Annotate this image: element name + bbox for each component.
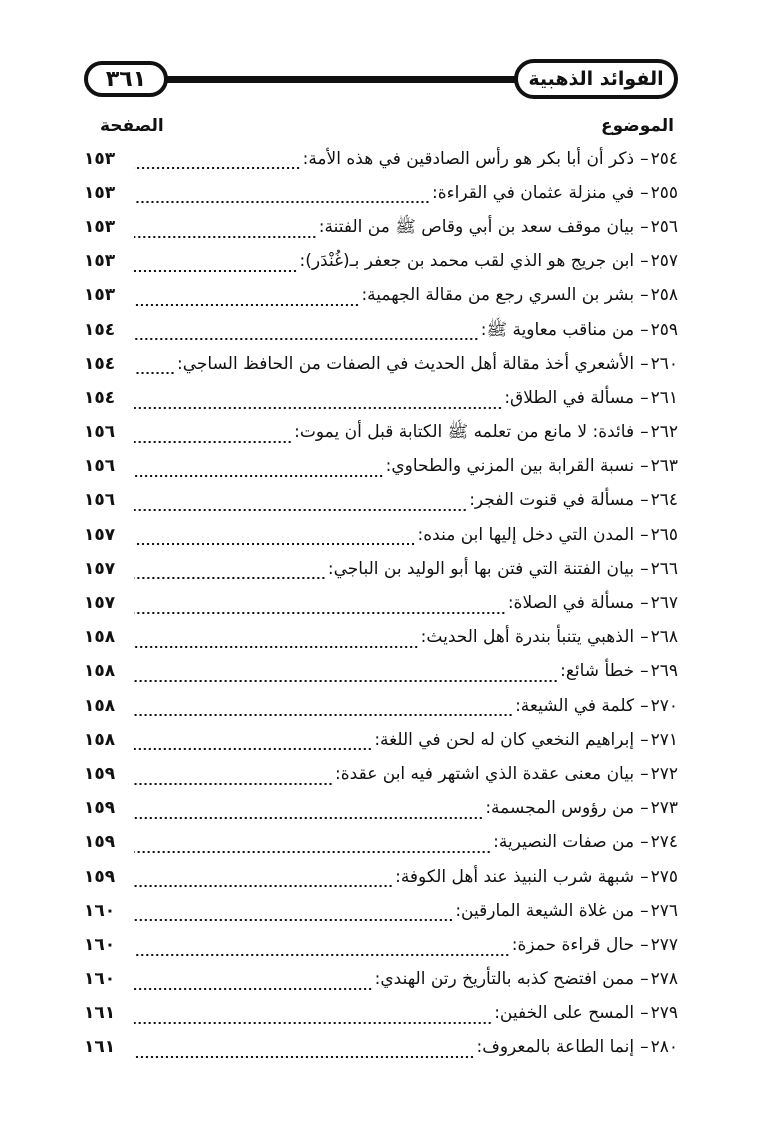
toc-entry bbox=[84, 689, 678, 723]
entry-number: ٢٨٠ bbox=[650, 1037, 678, 1058]
table-of-contents bbox=[84, 142, 678, 1065]
entry-number: ٢٦٣ bbox=[650, 456, 678, 477]
entry-page-number: ١٥٣ bbox=[84, 148, 116, 169]
dot-leader bbox=[134, 407, 502, 409]
entry-title: في منزلة عثمان في القراءة: bbox=[431, 182, 635, 203]
entry-dash: – bbox=[640, 285, 649, 306]
header-rule bbox=[154, 76, 558, 83]
dot-leader bbox=[134, 612, 506, 614]
toc-entry bbox=[84, 757, 678, 791]
entry-dash: – bbox=[640, 798, 649, 819]
dot-leader bbox=[134, 167, 301, 169]
entry-number: ٢٦٥ bbox=[650, 524, 678, 545]
entry-number: ٢٥٦ bbox=[650, 216, 678, 237]
entry-page-number: ١٥٩ bbox=[84, 798, 116, 819]
entry-dash: – bbox=[640, 387, 649, 408]
entry-title: مسألة في قنوت الفجر: bbox=[469, 490, 635, 511]
entry-dash: – bbox=[640, 353, 649, 374]
entry-dash: – bbox=[640, 627, 649, 648]
entry-number: ٢٧٣ bbox=[650, 798, 678, 819]
dot-leader bbox=[134, 304, 359, 306]
toc-entry bbox=[84, 484, 678, 518]
dot-leader bbox=[134, 646, 419, 648]
toc-entry bbox=[84, 621, 678, 655]
entry-page-number: ١٥٨ bbox=[84, 661, 116, 682]
entry-page-number: ١٥٦ bbox=[84, 422, 116, 443]
toc-entry bbox=[84, 245, 678, 279]
entry-page-number: ١٥٩ bbox=[84, 763, 116, 784]
dot-leader bbox=[134, 270, 297, 272]
entry-dash: – bbox=[640, 251, 649, 272]
entry-dash: – bbox=[640, 319, 649, 340]
entry-title: الذهبي يتنبأ بندرة أهل الحديث: bbox=[420, 627, 635, 648]
dot-leader bbox=[134, 509, 467, 511]
entry-page-number: ١٥٦ bbox=[84, 490, 116, 511]
entry-dash: – bbox=[640, 969, 649, 990]
entry-title: خطأ شائع: bbox=[560, 661, 635, 682]
page-number: ٣٦١ bbox=[84, 61, 168, 97]
entry-title: مسألة في الصلاة: bbox=[507, 593, 635, 614]
entry-title: المسح على الخفين: bbox=[494, 1003, 635, 1024]
entry-page-number: ١٥٨ bbox=[84, 695, 116, 716]
entry-dash: – bbox=[640, 729, 649, 750]
dot-leader bbox=[134, 1022, 492, 1024]
entry-page-number: ١٥٧ bbox=[84, 524, 116, 545]
entry-title: بشر بن السري رجع من مقالة الجهمية: bbox=[361, 285, 635, 306]
entry-page-number: ١٥٤ bbox=[84, 353, 116, 374]
dot-leader bbox=[134, 817, 483, 819]
entry-dash: – bbox=[640, 661, 649, 682]
dot-leader bbox=[134, 236, 317, 238]
toc-entry bbox=[84, 381, 678, 415]
dot-leader bbox=[134, 338, 479, 340]
entry-number: ٢٦٦ bbox=[650, 558, 678, 579]
entry-number: ٢٥٧ bbox=[650, 251, 678, 272]
entry-number: ٢٧٩ bbox=[650, 1003, 678, 1024]
dot-leader bbox=[134, 372, 175, 374]
entry-title: كلمة في الشيعة: bbox=[515, 695, 635, 716]
page-column-header: الصفحة bbox=[100, 116, 164, 136]
entry-page-number: ١٦١ bbox=[84, 1003, 116, 1024]
entry-number: ٢٧٠ bbox=[650, 695, 678, 716]
toc-entry bbox=[84, 826, 678, 860]
entry-page-number: ١٦٠ bbox=[84, 969, 116, 990]
dot-leader bbox=[134, 919, 453, 921]
entry-dash: – bbox=[640, 216, 649, 237]
entry-number: ٢٧٥ bbox=[650, 866, 678, 887]
entry-number: ٢٥٩ bbox=[650, 319, 678, 340]
entry-dash: – bbox=[640, 866, 649, 887]
entry-number: ٢٧٧ bbox=[650, 934, 678, 955]
entry-page-number: ١٥٣ bbox=[84, 251, 116, 272]
dot-leader bbox=[134, 885, 393, 887]
toc-entry bbox=[84, 142, 678, 176]
entry-dash: – bbox=[640, 148, 649, 169]
entry-page-number: ١٥٤ bbox=[84, 387, 116, 408]
entry-number: ٢٦٨ bbox=[650, 627, 678, 648]
entry-page-number: ١٥٧ bbox=[84, 558, 116, 579]
entry-dash: – bbox=[640, 832, 649, 853]
entry-dash: – bbox=[640, 763, 649, 784]
entry-title: من رؤوس المجسمة: bbox=[485, 798, 635, 819]
entry-dash: – bbox=[640, 695, 649, 716]
topic-column-header: الموضوع bbox=[601, 116, 674, 136]
entry-number: ٢٦٧ bbox=[650, 593, 678, 614]
entry-title: بيان معنى عقدة الذي اشتهر فيه ابن عقدة: bbox=[335, 763, 635, 784]
dot-leader bbox=[134, 577, 326, 579]
toc-entry bbox=[84, 210, 678, 244]
entry-title: بيان الفتنة التي فتن بها أبو الوليد بن الباجي: bbox=[327, 558, 635, 579]
toc-entry bbox=[84, 313, 678, 347]
entry-page-number: ١٥٧ bbox=[84, 593, 116, 614]
entry-number: ٢٧١ bbox=[650, 729, 678, 750]
entry-title: بيان موقف سعد بن أبي وقاص ﷺ من الفتنة: bbox=[318, 216, 635, 237]
toc-entry bbox=[84, 928, 678, 962]
toc-entry bbox=[84, 963, 678, 997]
entry-title: إبراهيم النخعي كان له لحن في اللغة: bbox=[374, 729, 635, 750]
dot-leader bbox=[134, 441, 292, 443]
dot-leader bbox=[134, 783, 333, 785]
entry-dash: – bbox=[640, 1037, 649, 1058]
entry-page-number: ١٥٩ bbox=[84, 832, 116, 853]
dot-leader bbox=[134, 954, 510, 956]
entry-title: ابن جريج هو الذي لقب محمد بن جعفر بـ(غُنْدَر): bbox=[299, 251, 635, 272]
toc-entry bbox=[84, 552, 678, 586]
entry-title: المدن التي دخل إليها ابن منده: bbox=[417, 524, 635, 545]
entry-dash: – bbox=[640, 524, 649, 545]
toc-entry bbox=[84, 416, 678, 450]
dot-leader bbox=[134, 680, 558, 682]
entry-number: ٢٧٢ bbox=[650, 763, 678, 784]
entry-number: ٢٧٤ bbox=[650, 832, 678, 853]
entry-title: شبهة شرب النبيذ عند أهل الكوفة: bbox=[395, 866, 635, 887]
toc-entry bbox=[84, 347, 678, 381]
toc-entry bbox=[84, 860, 678, 894]
entry-dash: – bbox=[640, 593, 649, 614]
entry-number: ٢٥٤ bbox=[650, 148, 678, 169]
entry-title: حال قراءة حمزة: bbox=[511, 934, 635, 955]
entry-dash: – bbox=[640, 900, 649, 921]
dot-leader bbox=[134, 543, 416, 545]
entry-title: من غلاة الشيعة المارقين: bbox=[455, 900, 635, 921]
entry-number: ٢٦٤ bbox=[650, 490, 678, 511]
entry-title: مسألة في الطلاق: bbox=[504, 387, 635, 408]
entry-dash: – bbox=[640, 422, 649, 443]
entry-page-number: ١٥٣ bbox=[84, 216, 116, 237]
entry-page-number: ١٦٠ bbox=[84, 934, 116, 955]
entry-page-number: ١٥٩ bbox=[84, 866, 116, 887]
entry-dash: – bbox=[640, 490, 649, 511]
dot-leader bbox=[134, 748, 372, 750]
toc-entry bbox=[84, 279, 678, 313]
dot-leader bbox=[134, 988, 373, 990]
toc-entry bbox=[84, 450, 678, 484]
toc-entry bbox=[84, 176, 678, 210]
dot-leader bbox=[134, 201, 430, 203]
entry-dash: – bbox=[640, 934, 649, 955]
entry-dash: – bbox=[640, 182, 649, 203]
entry-dash: – bbox=[640, 1003, 649, 1024]
entry-title: فائدة: لا مانع من تعلمه ﷺ الكتابة قبل أن يموت: bbox=[294, 422, 635, 443]
entry-number: ٢٦٢ bbox=[650, 422, 678, 443]
book-title: الفوائد الذهبية bbox=[514, 59, 678, 99]
dot-leader bbox=[134, 851, 491, 853]
entry-title: من صفات النصيرية: bbox=[493, 832, 635, 853]
entry-title: ممن افتضح كذبه بالتأريخ رتن الهندي: bbox=[374, 969, 635, 990]
page-header bbox=[84, 58, 678, 104]
entry-title: ذكر أن أبا بكر هو رأس الصادقين في هذه الأمة: bbox=[302, 148, 635, 169]
entry-dash: – bbox=[640, 558, 649, 579]
toc-entry bbox=[84, 792, 678, 826]
toc-entry bbox=[84, 894, 678, 928]
toc-entry bbox=[84, 586, 678, 620]
toc-entry bbox=[84, 1031, 678, 1065]
entry-page-number: ١٥٨ bbox=[84, 729, 116, 750]
entry-number: ٢٦٩ bbox=[650, 661, 678, 682]
entry-title: نسبة القرابة بين المزني والطحاوي: bbox=[385, 456, 635, 477]
entry-page-number: ١٦١ bbox=[84, 1037, 116, 1058]
entry-number: ٢٧٨ bbox=[650, 969, 678, 990]
entry-number: ٢٥٨ bbox=[650, 285, 678, 306]
entry-page-number: ١٦٠ bbox=[84, 900, 116, 921]
column-headers bbox=[84, 116, 678, 140]
entry-number: ٢٦٠ bbox=[650, 353, 678, 374]
entry-title: الأشعري أخذ مقالة أهل الحديث في الصفات من الحافظ الساجي: bbox=[177, 353, 635, 374]
dot-leader bbox=[134, 714, 513, 716]
toc-entry bbox=[84, 723, 678, 757]
toc-entry bbox=[84, 655, 678, 689]
entry-page-number: ١٥٦ bbox=[84, 456, 116, 477]
entry-number: ٢٦١ bbox=[650, 387, 678, 408]
entry-page-number: ١٥٣ bbox=[84, 285, 116, 306]
entry-page-number: ١٥٤ bbox=[84, 319, 116, 340]
entry-number: ٢٧٦ bbox=[650, 900, 678, 921]
entry-dash: – bbox=[640, 456, 649, 477]
entry-title: من مناقب معاوية ﷺ: bbox=[480, 319, 635, 340]
dot-leader bbox=[134, 475, 384, 477]
dot-leader bbox=[134, 1056, 474, 1058]
toc-entry bbox=[84, 518, 678, 552]
toc-entry bbox=[84, 997, 678, 1031]
entry-number: ٢٥٥ bbox=[650, 182, 678, 203]
entry-title: إنما الطاعة بالمعروف: bbox=[476, 1037, 635, 1058]
entry-page-number: ١٥٣ bbox=[84, 182, 116, 203]
entry-page-number: ١٥٨ bbox=[84, 627, 116, 648]
